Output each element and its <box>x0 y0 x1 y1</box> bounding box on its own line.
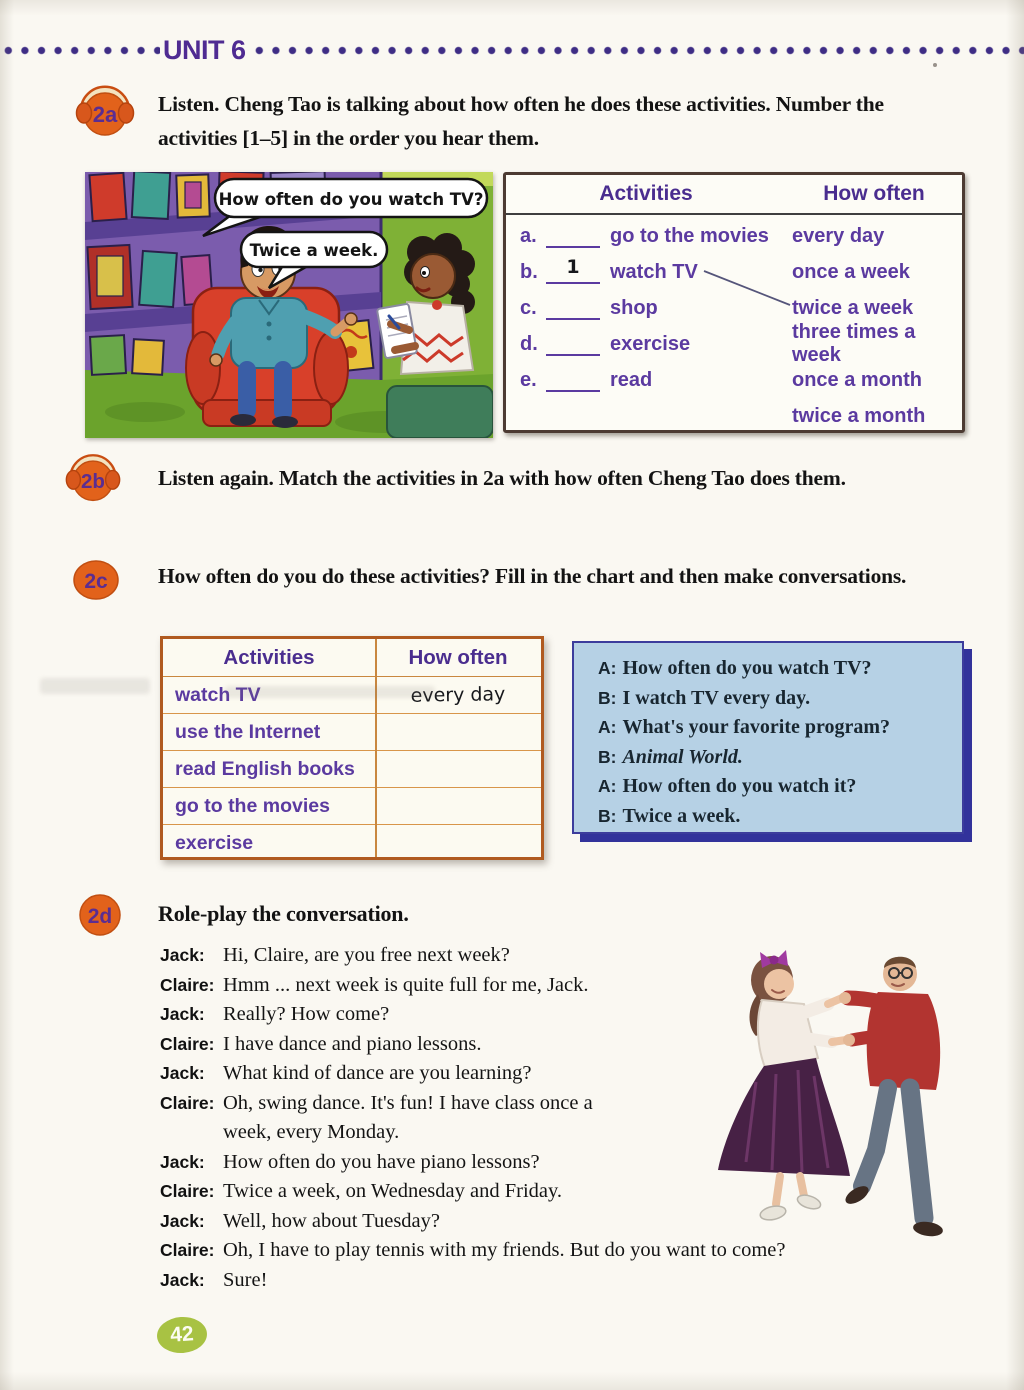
chart-how-often <box>375 805 541 808</box>
answer-blank <box>546 224 600 248</box>
chart-activity: exercise <box>175 831 254 854</box>
page-number: 42 <box>169 1322 195 1347</box>
chart-activity: go to the movies <box>175 794 330 817</box>
dialogue-text <box>223 941 510 971</box>
answer-blank <box>546 368 600 392</box>
instruction-2c: How often do you do these activities? Fill in the chart and then make conversations. <box>158 564 907 588</box>
activities-matching-table <box>503 172 965 433</box>
answer-number: 1 <box>566 256 580 278</box>
dialogue-text <box>223 1000 389 1030</box>
activity-row <box>520 290 786 326</box>
conversation-speaker: B: <box>598 746 617 767</box>
badge-2d-label: 2d <box>87 905 113 928</box>
dialogue-speaker: Claire: <box>160 1033 215 1054</box>
dialogue-line: Oh, swing dance. It's fun! I have class once a <box>223 1091 593 1114</box>
conversation-line <box>598 772 962 802</box>
frequency-item: three times a week <box>792 321 916 366</box>
dialogue-text <box>223 1059 532 1089</box>
dancer-girl <box>718 950 850 1222</box>
dialogue-line: Twice a week, on Wednesday and Friday. <box>223 1180 563 1202</box>
badge-2b-label: 2b <box>80 470 106 494</box>
answer-blank <box>546 296 600 320</box>
dialogue-speaker: Jack: <box>160 1269 205 1290</box>
section-2c-badge <box>72 559 120 601</box>
scan-speck <box>933 63 937 67</box>
dialogue-speaker: Claire: <box>160 1181 215 1201</box>
dialogue-line: Hmm ... next week is quite full for me, Jack. <box>223 973 589 996</box>
conversation-line <box>598 743 962 773</box>
activity-label: watch TV <box>610 260 698 283</box>
frequency-item: twice a month <box>792 404 926 427</box>
activity-letter: e. <box>520 368 537 391</box>
activity-label: read <box>610 368 653 391</box>
activity-letter: b. <box>520 260 538 283</box>
dialogue-line: Sure! <box>223 1268 268 1291</box>
dialogue-line: Well, how about Tuesday? <box>223 1209 441 1232</box>
activity-row <box>520 218 786 254</box>
chart-how-often <box>375 768 541 771</box>
frequency-item: once a month <box>792 368 923 391</box>
activity-row <box>520 362 786 398</box>
chart-activity: read English books <box>175 757 355 780</box>
sample-conversation-box <box>572 641 964 834</box>
answer-blank <box>546 332 600 356</box>
conversation-text: Animal World. <box>622 745 743 768</box>
activity-row <box>520 326 786 362</box>
dialogue-speaker: Claire: <box>160 1092 215 1113</box>
dialogue-text <box>223 1030 481 1060</box>
chart-row <box>163 824 541 861</box>
table-2c-header <box>163 639 541 677</box>
dancer-boy <box>839 957 944 1238</box>
conversation-line <box>598 713 962 743</box>
conversation-text: How often do you watch it? <box>622 775 857 797</box>
section-2b-badge-headphones <box>64 448 122 506</box>
bubble-question-text: How often do you watch TV? <box>218 190 484 209</box>
dialogue-speaker: Jack: <box>160 1151 205 1172</box>
chart-activity: use the Internet <box>175 720 321 743</box>
activity-label: exercise <box>610 332 691 355</box>
dialogue-line: Hi, Claire, are you free next week? <box>223 944 510 966</box>
header-dots-left <box>0 46 160 55</box>
chart-row <box>163 787 541 824</box>
frequency-item: once a week <box>792 260 910 283</box>
dialogue-line: Oh, I have to play tennis with my friends. But do you want to come? <box>223 1239 786 1261</box>
conversation-text: Twice a week. <box>622 804 741 827</box>
conversation-text: What's your favorite program? <box>622 716 891 738</box>
activity-label: go to the movies <box>610 224 769 247</box>
answer-blank <box>546 256 600 284</box>
conversation-speaker: A: <box>598 717 617 737</box>
cartoon-interview-illustration <box>85 172 493 438</box>
conversation-speaker: B: <box>598 805 617 826</box>
table-2a-header <box>506 175 962 215</box>
instruction-2d: Role-play the conversation. <box>158 901 409 926</box>
dialogue-line: How often do you have piano lessons? <box>223 1150 540 1173</box>
chart-activity: watch TV <box>175 683 261 706</box>
dialogue-line: What kind of dance are you learning? <box>223 1062 532 1084</box>
badge-2a-label: 2a <box>92 102 118 127</box>
conversation-text: I watch TV every day. <box>622 686 811 709</box>
chart-how-often: every day <box>410 683 506 707</box>
activities-column <box>506 215 786 434</box>
dialogue-speaker: Claire: <box>160 974 215 995</box>
chart-row <box>163 713 541 750</box>
frequency-item: every day <box>792 224 885 247</box>
dialogue-text <box>223 1148 540 1178</box>
scan-smudge <box>40 678 150 694</box>
dialogue-speaker: Jack: <box>160 1063 205 1083</box>
activity-label: shop <box>610 296 658 319</box>
badge-2c-label: 2c <box>84 570 108 593</box>
unit-title: UNIT 6 <box>163 35 246 65</box>
activity-letter: a. <box>520 224 537 247</box>
dialogue-text <box>223 1089 593 1148</box>
page-number-badge <box>156 1315 208 1354</box>
dialogue-row <box>160 1266 990 1296</box>
bubble-answer-text: Twice a week. <box>249 241 379 260</box>
column-header-how-often: How often <box>823 182 925 205</box>
conversation-speaker: A: <box>598 776 617 796</box>
dialogue-speaker: Claire: <box>160 1240 215 1260</box>
dialogue-text <box>223 1266 267 1296</box>
conversation-line <box>598 802 962 832</box>
activity-row <box>520 254 786 290</box>
activity-letter: d. <box>520 332 538 355</box>
conversation-speaker: B: <box>598 687 617 708</box>
scan-smudge <box>225 686 435 698</box>
dialogue-text <box>223 1207 440 1237</box>
conversation-line <box>598 654 962 684</box>
dialogue-line: I have dance and piano lessons. <box>223 1032 482 1055</box>
fill-in-chart-table <box>160 636 544 860</box>
conversation-speaker: A: <box>598 658 617 678</box>
dialogue-speaker: Jack: <box>160 945 205 965</box>
swing-dancers-photo <box>676 936 988 1248</box>
dialogue-line: week, every Monday. <box>223 1121 400 1143</box>
column-header-how-often: How often <box>408 645 508 669</box>
section-2d-badge <box>78 893 122 937</box>
column-header-activities: Activities <box>599 182 693 205</box>
chart-how-often <box>375 731 541 734</box>
unit-header <box>0 35 1024 65</box>
conversation-text: How often do you watch TV? <box>622 657 872 679</box>
dialogue-speaker: Jack: <box>160 1210 205 1231</box>
dialogue-line: Really? How come? <box>223 1003 390 1025</box>
column-header-activities: Activities <box>223 645 315 669</box>
instruction-2a: Listen. Cheng Tao is talking about how often he does these activities. Number the activities [1–5] in the order you hear them. <box>158 92 884 150</box>
conversation-line <box>598 684 962 714</box>
dialogue-speaker: Jack: <box>160 1004 205 1024</box>
dialogue-text <box>223 1177 562 1207</box>
chart-how-often <box>375 842 541 845</box>
frequency-item: twice a week <box>792 296 914 319</box>
activity-letter: c. <box>520 296 537 319</box>
table-2c-divider <box>375 639 377 857</box>
section-2a-badge-headphones <box>74 79 136 141</box>
chart-row <box>163 750 541 787</box>
frequencies-column <box>786 215 962 434</box>
header-dots-right <box>251 46 1024 55</box>
dialogue-text <box>223 971 589 1001</box>
instruction-2b: Listen again. Match the activities in 2a with how often Cheng Tao does them. <box>158 466 846 490</box>
